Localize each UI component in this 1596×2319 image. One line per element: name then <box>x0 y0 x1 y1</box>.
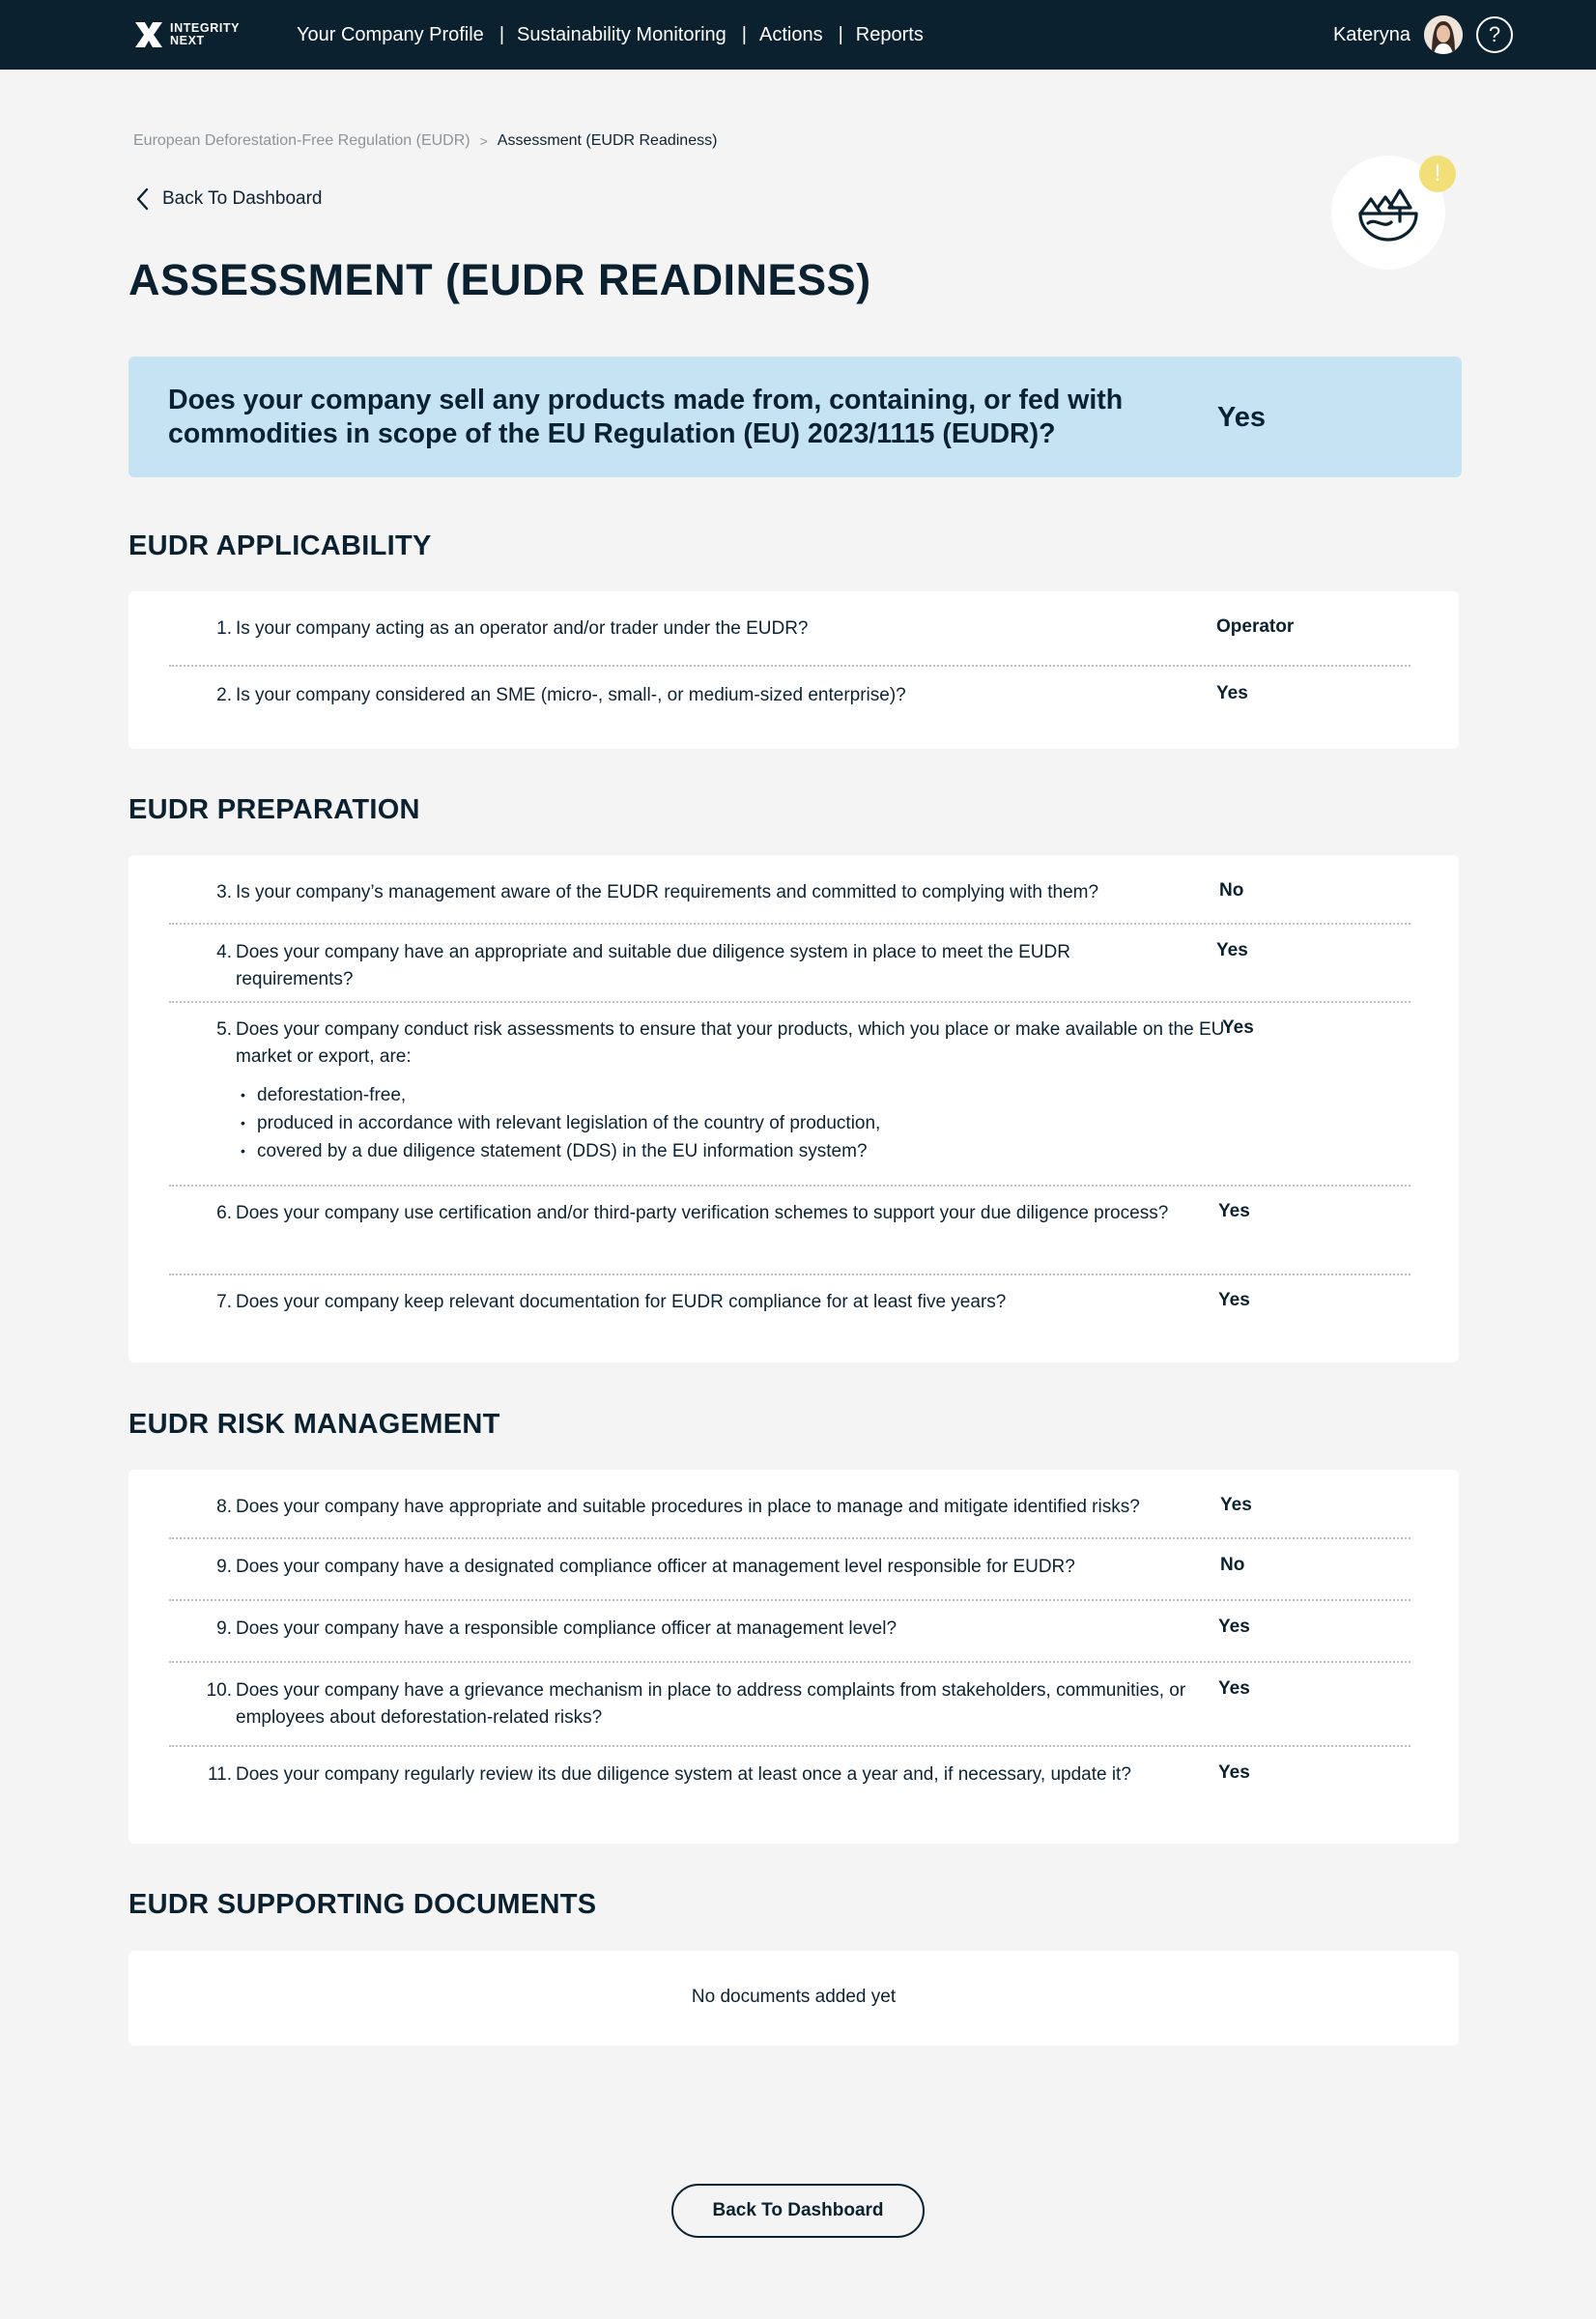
row-divider <box>169 1537 1411 1539</box>
section-title-applicability: EUDR APPLICABILITY <box>128 530 432 561</box>
user-menu <box>1333 0 1513 70</box>
question-answer: Yes <box>1218 1762 1250 1783</box>
integrity-next-logo[interactable] <box>131 17 240 52</box>
question-answer: Yes <box>1222 1017 1254 1038</box>
section-title-supporting-documents: EUDR SUPPORTING DOCUMENTS <box>128 1889 597 1920</box>
applicability-card <box>128 591 1459 749</box>
logo-line-2: NEXT <box>170 34 205 47</box>
question-bullet-list <box>236 1081 1240 1165</box>
row-divider <box>169 665 1411 667</box>
question-text: Does your company regularly review its due diligence system at least once a year and, if necessary, update it? <box>236 1764 1131 1785</box>
bullet-item: • produced in accordance with relevant legislation of the country of production, <box>236 1109 1240 1137</box>
nav-item-actions[interactable]: Actions <box>759 23 823 45</box>
breadcrumb-chevron-icon: > <box>479 133 488 149</box>
bullet-item: • deforestation-free, <box>236 1081 1240 1109</box>
question-answer: Yes <box>1218 1617 1250 1637</box>
breadcrumb <box>133 132 717 150</box>
help-icon[interactable]: ? <box>1476 16 1513 53</box>
scope-question-answer: Yes <box>1217 402 1266 433</box>
nav-separator: | <box>499 23 505 45</box>
question-number: 5. <box>216 1019 232 1040</box>
row-divider <box>169 1185 1411 1187</box>
question-text-main: Does your company conduct risk assessments to ensure that your products, which you place or make available on the EU market or export, are: <box>236 1019 1225 1067</box>
question-number: 2. <box>216 685 232 705</box>
question-text: Does your company keep relevant documentation for EUDR compliance for at least five years? <box>236 1292 1007 1312</box>
row-divider <box>169 1661 1411 1663</box>
question-answer: Yes <box>1218 1290 1250 1310</box>
nav-separator: | <box>741 23 747 45</box>
question-text: Is your company considered an SME (micro-, small-, or medium-sized enterprise)? <box>236 685 906 705</box>
question-number: 4. <box>216 942 232 962</box>
avatar-image <box>1424 15 1463 54</box>
section-title-preparation: EUDR PREPARATION <box>128 794 420 825</box>
question-text: Does your company have a designated compliance officer at management level responsible for EUDR? <box>236 1557 1075 1577</box>
row-divider <box>169 923 1411 925</box>
scope-question-banner <box>128 357 1462 477</box>
question-number: 10. <box>206 1680 232 1701</box>
main-nav <box>297 0 924 70</box>
user-avatar[interactable] <box>1424 15 1463 54</box>
question-text: Does your company have a responsible compliance officer at management level? <box>236 1618 898 1639</box>
row-divider <box>169 1274 1411 1275</box>
row-divider <box>169 1599 1411 1601</box>
risk-management-card <box>128 1470 1459 1844</box>
question-number: 1. <box>216 618 232 639</box>
question-number: 7. <box>216 1292 232 1312</box>
deforestation-forest-icon <box>1354 179 1422 246</box>
user-name[interactable]: Kateryna <box>1332 23 1411 45</box>
question-answer: No <box>1219 880 1244 901</box>
breadcrumb-current: Assessment (EUDR Readiness) <box>497 132 718 149</box>
question-text: Does your company have appropriate and suitable procedures in place to manage and mitigate identified risks? <box>236 1497 1140 1517</box>
logo-wordmark <box>170 22 240 47</box>
question-answer: Yes <box>1218 1201 1250 1221</box>
question-answer: Operator <box>1216 616 1295 637</box>
nav-item-sustainability-monitoring[interactable]: Sustainability Monitoring <box>517 23 727 45</box>
breadcrumb-parent-link[interactable]: European Deforestation-Free Regulation (EUDR) <box>133 132 470 149</box>
question-number: 8. <box>216 1497 232 1517</box>
supporting-documents-card <box>128 1951 1459 2046</box>
back-link-label: Back To Dashboard <box>162 188 323 209</box>
question-answer: No <box>1220 1555 1245 1575</box>
section-title-risk-management: EUDR RISK MANAGEMENT <box>128 1409 500 1440</box>
back-to-dashboard-link[interactable] <box>133 186 322 212</box>
warning-icon: ! <box>1419 156 1456 192</box>
logo-line-1: INTEGRITY <box>170 21 241 35</box>
question-answer: Yes <box>1216 683 1248 703</box>
question-answer: Yes <box>1220 1495 1252 1515</box>
question-text: Is your company’s management aware of the EUDR requirements and committed to complying with them? <box>236 882 1099 902</box>
row-divider <box>169 1001 1411 1003</box>
question-text: Does your company use certification and/or third-party verification schemes to support your due diligence process? <box>236 1203 1169 1223</box>
question-answer: Yes <box>1218 1678 1250 1699</box>
question-number: 3. <box>216 882 232 902</box>
question-number: 6. <box>216 1203 232 1223</box>
preparation-card <box>128 855 1459 1362</box>
nav-separator: | <box>838 23 843 45</box>
scope-question-text: Does your company sell any products made from, containing, or fed with commodities in scope of the EU Regulation (EU) 2023/1115 (EUDR)? <box>168 385 1124 449</box>
back-to-dashboard-button[interactable]: Back To Dashboard <box>671 2184 925 2238</box>
nav-item-reports[interactable]: Reports <box>855 23 924 45</box>
question-number: 9. <box>216 1618 232 1639</box>
page-title: ASSESSMENT (EUDR READINESS) <box>128 255 871 304</box>
question-text: Does your company have a grievance mechanism in place to address complaints from stakeholders, communities, or employees about deforestation-related risks? <box>236 1680 1186 1728</box>
question-number: 9. <box>216 1557 232 1577</box>
question-text <box>236 1016 1240 1165</box>
question-number: 11. <box>207 1764 232 1785</box>
question-answer: Yes <box>1216 940 1248 960</box>
integrity-next-logo-icon <box>131 17 166 52</box>
question-text: Does your company have an appropriate and suitable due diligence system in place to meet the EUDR requirements? <box>236 942 1070 989</box>
top-navigation-bar <box>0 0 1596 70</box>
chevron-left-icon <box>133 186 153 212</box>
nav-item-company-profile[interactable]: Your Company Profile <box>297 23 484 45</box>
empty-documents-message: No documents added yet <box>691 1987 897 2007</box>
row-divider <box>169 1745 1411 1747</box>
question-text: Is your company acting as an operator and/or trader under the EUDR? <box>236 618 809 639</box>
bullet-item: • covered by a due diligence statement (DDS) in the EU information system? <box>236 1137 1240 1165</box>
